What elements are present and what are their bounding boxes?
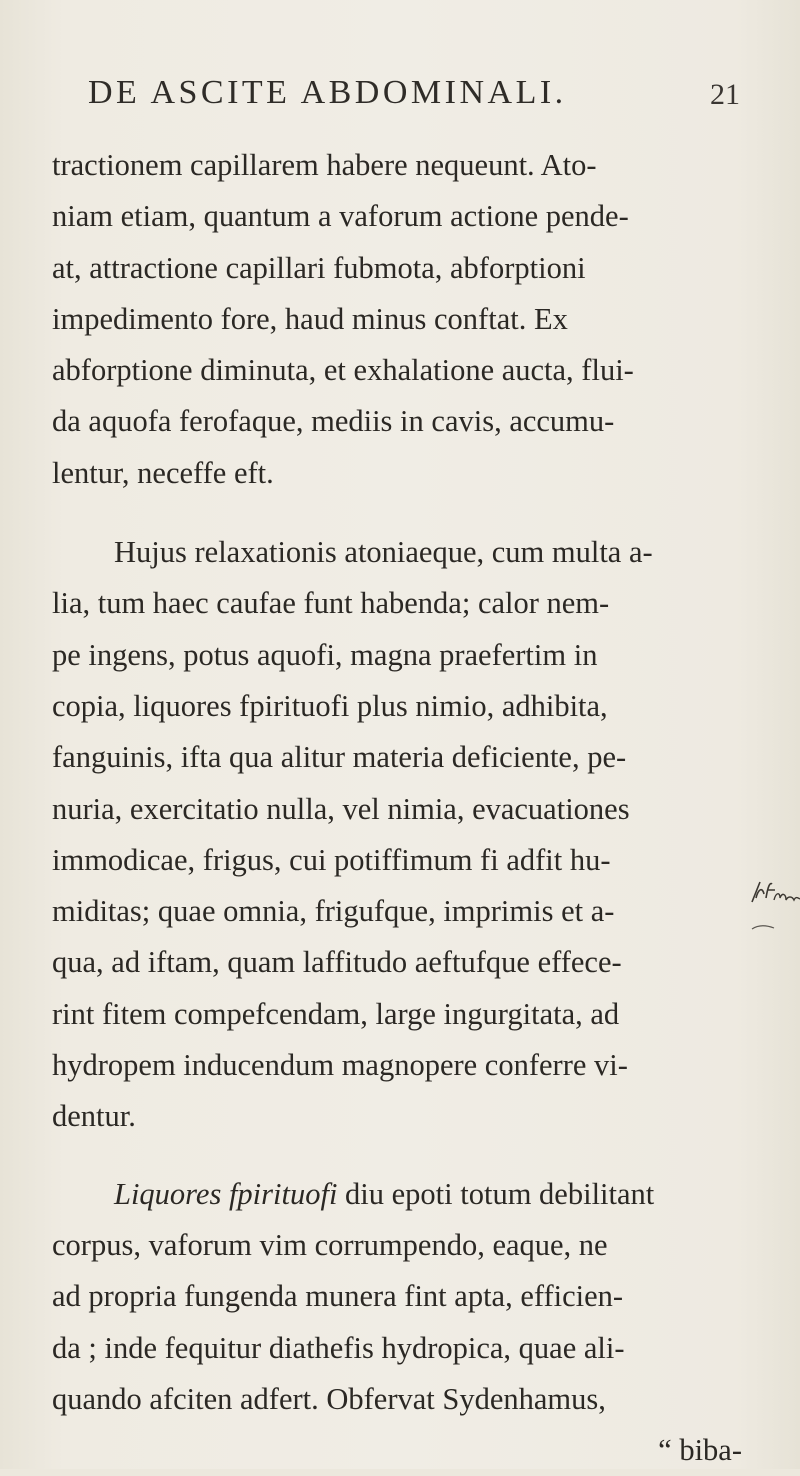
text-line: copia, liquores fpirituofi plus nimio, adhibita, <box>52 688 608 723</box>
page-number: 21 <box>710 78 740 111</box>
paragraph-1 <box>52 140 742 499</box>
text-line: tractionem capillarem habere nequeunt. Ato- <box>52 148 597 182</box>
text-line: rint fitem compefcendam, large ingurgitata, ad <box>52 996 620 1031</box>
text-line: abforptione diminuta, et exhalatione aucta, flui- <box>52 353 634 388</box>
page-header <box>88 74 740 124</box>
text-line: da aquofa ferofaque, mediis in cavis, accumu- <box>52 404 615 439</box>
text-line: lentur, neceffe eft. <box>52 455 274 490</box>
line-rest: diu epoti totum debilitant <box>337 1176 655 1211</box>
running-head: DE ASCITE ABDOMINALI. <box>88 74 567 111</box>
text-line: ad propria fungenda munera fint apta, efficien- <box>52 1279 624 1314</box>
text-line: at, attractione capillari fubmota, abforptioni <box>52 250 586 285</box>
text-line: fanguinis, ifta qua alitur materia deficiente, pe- <box>52 740 627 775</box>
text-line: niam etiam, quantum a vaforum actione pende- <box>52 199 629 234</box>
paragraph-2 <box>52 527 742 1143</box>
handwritten-annotation-icon <box>748 868 800 916</box>
handwritten-annotation-icon <box>748 868 800 916</box>
body-text <box>52 140 742 1476</box>
paragraph-gap <box>52 499 742 527</box>
paragraph-gap <box>52 1143 742 1169</box>
text-line: qua, ad iftam, quam laffitudo aeftufque effece- <box>52 945 622 980</box>
text-line: miditas; quae omnia, frigufque, imprimis et a- <box>52 894 615 929</box>
pencil-mark-icon <box>750 918 776 928</box>
text-line: quando afciten adfert. Obfervat Sydenhamus, <box>52 1381 606 1416</box>
text-line: lia, tum haec caufae funt habenda; calor nem- <box>52 586 610 621</box>
text-line: pe ingens, potus aquofi, magna praefertim in <box>52 637 598 672</box>
text-line: dentur. <box>52 1099 136 1134</box>
catchword: “ biba- <box>658 1433 742 1468</box>
text-line: immodicae, frigus, cui potiffimum fi adfit hu- <box>52 842 611 877</box>
text-line <box>52 1169 742 1220</box>
text-line: hydropem inducendum magnopere conferre vi- <box>52 1048 628 1083</box>
text-line: nuria, exercitatio nulla, vel nimia, evacuationes <box>52 791 630 826</box>
text-line: corpus, vaforum vim corrumpendo, eaque, ne <box>52 1227 608 1262</box>
text-line: da ; inde fequitur diathefis hydropica, quae ali- <box>52 1330 625 1365</box>
paragraph-3 <box>52 1169 742 1476</box>
text-line: Hujus relaxationis atoniaeque, cum multa a- <box>114 535 653 570</box>
text-line: impedimento fore, haud minus conftat. Ex <box>52 301 568 336</box>
italic-lead: Liquores fpirituofi <box>114 1176 338 1211</box>
pencil-mark-icon <box>750 923 776 933</box>
